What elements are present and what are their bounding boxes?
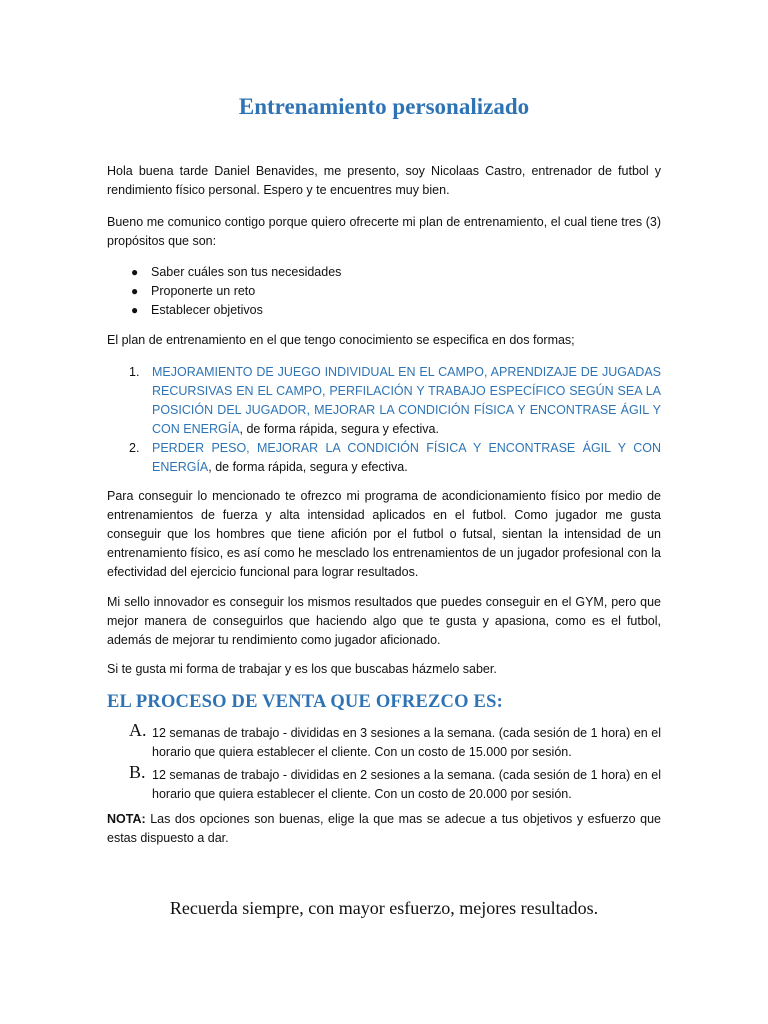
list-item: [131, 282, 661, 301]
sales-heading: EL PROCESO DE VENTA QUE OFREZCO ES:: [107, 692, 503, 712]
plan-list: [107, 363, 661, 477]
plan-rest: , de forma rápida, segura y efectiva.: [208, 460, 408, 474]
plan-highlight: MEJORAMIENTO DE JUEGO INDIVIDUAL EN EL CAMPO, APRENDIZAJE DE JUGADAS RECURSIVAS EN EL CAMPO, PERFILACIÓN Y TRABAJO ESPECÍFICO SEGÚN SEA LA POSICIÓN DEL JUGADOR, MEJORAR LA CONDICIÓN FÍSICA Y ENCONTRASE ÁGIL Y CON ENERGÍA: [152, 365, 661, 436]
purpose-paragraph: Bueno me comunico contigo porque quiero ofrecerte mi plan de entrenamiento, el cual tiene tres (3) propósitos que son:: [107, 215, 661, 248]
purpose-list: [107, 263, 661, 320]
option-text: 12 semanas de trabajo - divididas en 3 sesiones a la semana. (cada sesión de 1 hora) en el horario que quiera establecer el cliente. Con un costo de 15.000 por sesión.: [152, 726, 661, 759]
closing-line: Recuerda siempre, con mayor esfuerzo, mejores resultados.: [169, 898, 599, 918]
options-list: [107, 720, 661, 804]
option-item: [129, 762, 661, 804]
option-letter: B.: [129, 762, 146, 782]
plan-number: 2.: [129, 441, 140, 455]
ask-paragraph: Si te gusta mi forma de trabajar y es los que buscabas házmelo saber.: [107, 662, 497, 676]
document-title: Entrenamiento personalizado: [238, 94, 530, 119]
list-item-label: Proponerte un reto: [151, 284, 256, 298]
list-item: [131, 263, 661, 282]
intro-paragraph: Hola buena tarde Daniel Benavides, me presento, soy Nicolaas Castro, entrenador de futbol y rendimiento físico personal. Espero y te encuentres muy bien.: [107, 164, 661, 197]
document-body: [107, 162, 661, 848]
plan-number: 1.: [129, 365, 140, 379]
option-letter: A.: [129, 720, 147, 740]
plan-intro-paragraph: El plan de entrenamiento en el que tengo conocimiento se especifica en dos formas;: [107, 333, 575, 347]
program-paragraph: Para conseguir lo mencionado te ofrezco mi programa de acondicionamiento físico por medio de entrenamientos de fuerza y alta intensidad aplicados en el futbol. Como jugador me gusta conseguir que los hombres que tiene afición por el futbol o futsal, sientan la intensidad de un entrenamiento físico, es así como he mesclado los entrenamientos de un jugador profesional con la efectividad del ejercicio funcional para lograr resultados.: [107, 489, 661, 579]
list-item: [131, 301, 661, 320]
seal-paragraph: Mi sello innovador es conseguir los mismos resultados que puedes conseguir en el GYM, pero que mejor manera de conseguirlos que haciendo algo que te gusta y apasiona, como es el futbol, además de mejorar tu rendimiento como jugador aficionado.: [107, 595, 661, 647]
note-label: NOTA:: [107, 812, 146, 826]
note-text: Las dos opciones son buenas, elige la que mas se adecue a tus objetivos y esfuerzo que estas dispuesto a dar.: [107, 812, 661, 845]
option-text: 12 semanas de trabajo - divididas en 2 sesiones a la semana. (cada sesión de 1 hora) en el horario que quiera establecer el cliente. Con un costo de 20.000 por sesión.: [152, 768, 661, 801]
list-item-label: Saber cuáles son tus necesidades: [151, 265, 342, 279]
note-paragraph: [107, 810, 661, 848]
plan-item: [129, 363, 661, 439]
plan-rest: , de forma rápida, segura y efectiva.: [239, 422, 439, 436]
bullet-icon: ●: [131, 284, 139, 298]
bullet-icon: ●: [131, 303, 139, 317]
plan-highlight: PERDER PESO, MEJORAR LA CONDICIÓN FÍSICA Y ENCONTRASE ÁGIL Y CON ENERGÍA: [152, 441, 661, 474]
option-item: [129, 720, 661, 762]
list-item-label: Establecer objetivos: [151, 303, 263, 317]
bullet-icon: ●: [131, 265, 139, 279]
plan-item: [129, 439, 661, 477]
